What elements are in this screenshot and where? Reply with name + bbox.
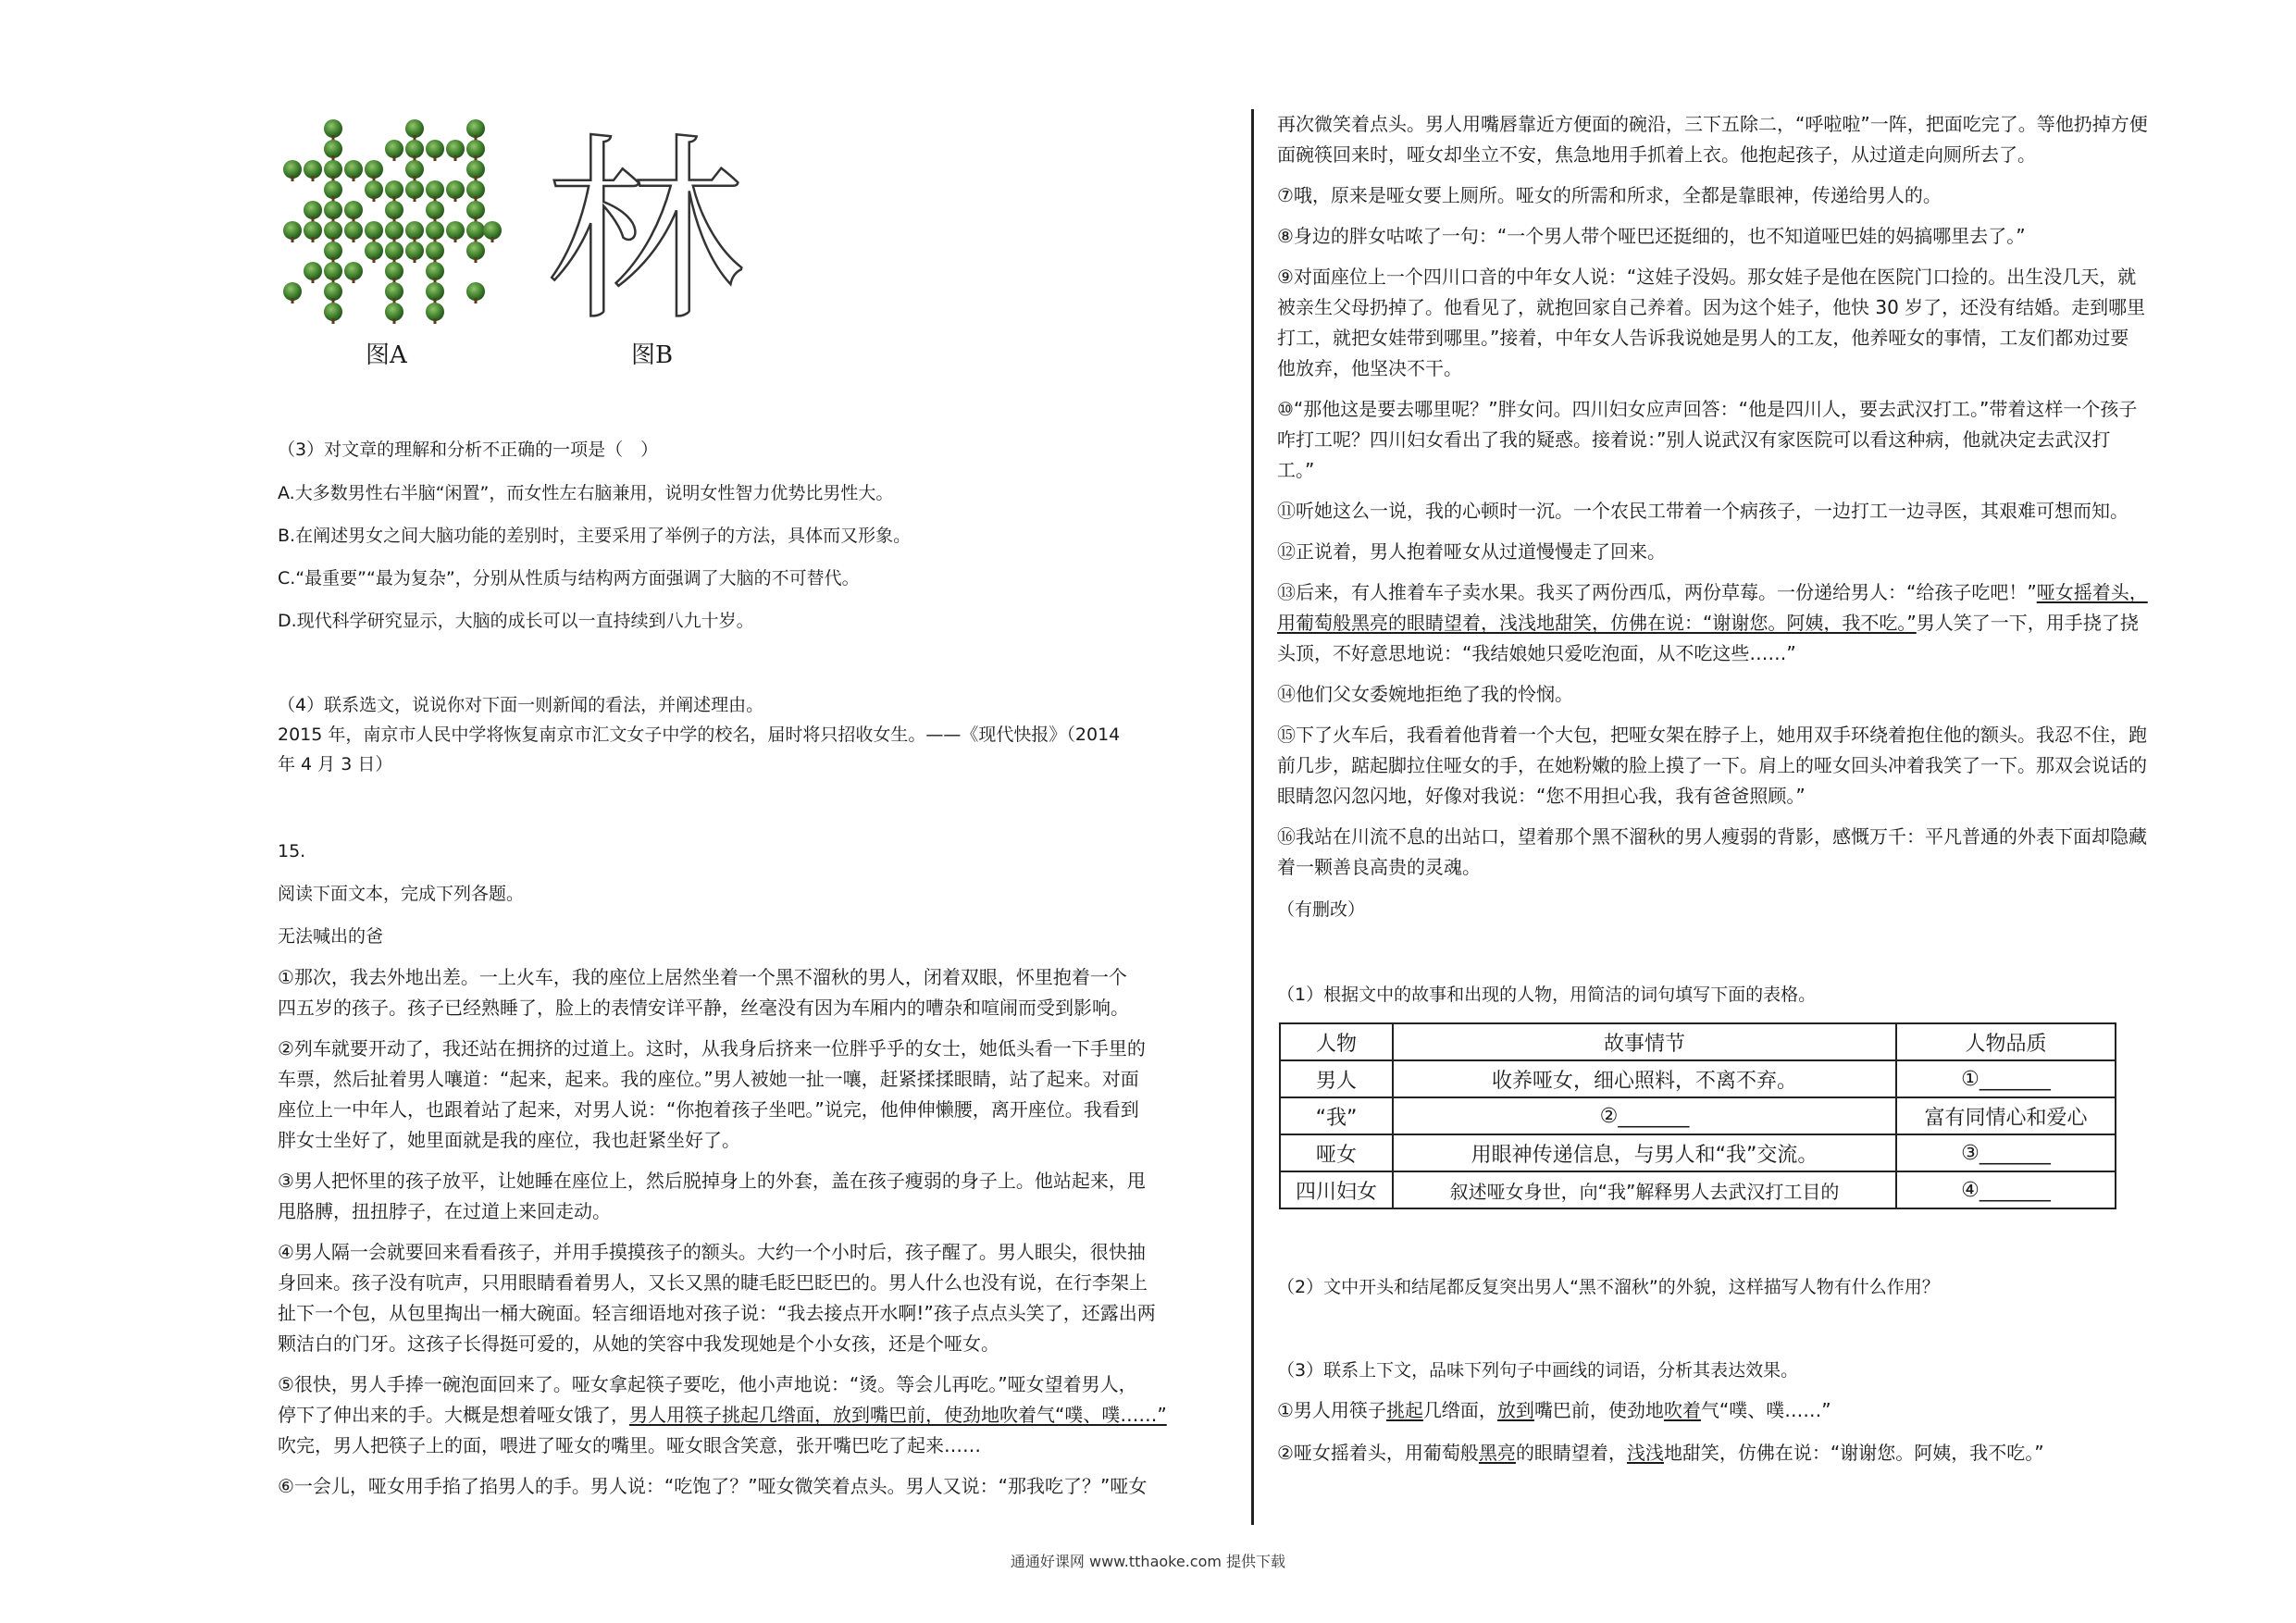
para-5-text: 停下了伸出来的手。大概是想着哑女饿了， <box>278 1404 629 1426</box>
tree-icon <box>405 221 424 242</box>
tree-icon <box>304 160 322 181</box>
underlined-word: 黑亮 <box>1478 1442 1516 1464</box>
tree-icon <box>426 242 444 263</box>
tree-icon <box>405 160 424 181</box>
table-cell: 收养哑女，细心照料，不离不弃。 <box>1393 1060 1896 1097</box>
para-14: ⑭他们父女委婉地拒绝了我的怜悯。 <box>1277 683 1573 705</box>
underlined-word: 吹着 <box>1663 1399 1701 1421</box>
table-row <box>1280 1171 2116 1208</box>
para-10-line-3: 工。” <box>1277 459 1315 481</box>
para-16-line-2: 着一颗善良高贵的灵魂。 <box>1277 856 1481 878</box>
tree-icon <box>466 282 485 304</box>
tree-icon <box>324 242 342 263</box>
q3-option-d: D.现代科学研究显示，大脑的成长可以一直持续到八九十岁。 <box>278 611 754 631</box>
table-row <box>1280 1060 2116 1097</box>
underlined-sentence: 哑女摇着头， <box>2036 581 2148 603</box>
para-3-line-1: ③男人把怀里的孩子放平，让她睡在座位上，然后脱掉身上的外套，盖在孩子瘦弱的身子上。他站起来，甩 <box>278 1170 1146 1192</box>
tree-icon <box>324 221 342 242</box>
para-2-line-4: 胖女士坐好了，她里面就是我的座位，我也赶紧坐好了。 <box>278 1129 740 1151</box>
q4-news-line-1: 2015 年，南京市人民中学将恢复南京市汇文女子中学的校名，届时将只招收女生。——《现代快报》（2014 <box>278 725 1121 745</box>
tree-icon <box>426 180 444 202</box>
tree-icon <box>426 201 444 222</box>
q3-option-b: B.在阐述男女之间大脑功能的差别时，主要采用了举例子的方法，具体而又形象。 <box>278 526 912 546</box>
para-10-line-1: ⑩“那他这是要去哪里呢？”胖女问。四川妇女应声回答：“他是四川人，要去武汉打工。”带着这样一个孩子 <box>1277 398 2138 420</box>
tree-icon <box>385 262 403 283</box>
tree-icon <box>466 221 485 242</box>
para-9-line-4: 他放弃，他坚决不干。 <box>1277 357 1462 379</box>
q4-news-line-2: 年 4 月 3 日） <box>278 754 393 774</box>
para-6-line-2: 再次微笑着点头。男人用嘴唇靠近方便面的碗沿，三下五除二，“呼啦啦”一阵，把面吃完了。等他扔掉方便 <box>1277 113 2148 135</box>
figure-a-tree-character <box>282 116 495 333</box>
character-table <box>1279 1022 2116 1209</box>
para-6-line-3: 面碗筷回来时，哑女却坐立不安，焦急地用手抓着上衣。他抱起孩子，从过道走向厕所去了。 <box>1277 143 2036 166</box>
para-10-line-2: 咋打工呢？四川妇女看出了我的疑惑。接着说：”别人说武汉有家医院可以看这种病，他就决定去武汉打 <box>1277 428 2111 451</box>
tree-icon <box>365 160 383 181</box>
tree-icon <box>426 221 444 242</box>
table-cell: 四川妇女 <box>1280 1171 1393 1208</box>
table-cell: 哑女 <box>1280 1134 1393 1171</box>
q1-stem: （1）根据文中的故事和出现的人物，用简洁的词句填写下面的表格。 <box>1277 985 1817 1005</box>
table-blank[interactable]: ②_______ <box>1393 1097 1896 1134</box>
para-9-line-3: 打工，就把女娃带到哪里。”接着，中年女人告诉我说她是男人的工友，他养哑女的事情，工友们都劝过要 <box>1277 327 2129 349</box>
tree-icon <box>385 242 403 263</box>
q4-stem: （4）联系选文，说说你对下面一则新闻的看法，并阐述理由。 <box>278 695 764 715</box>
tree-icon <box>426 303 444 324</box>
para-6-line-1: ⑥一会儿，哑女用手掐了掐男人的手。男人说：“吃饱了？”哑女微笑着点头。男人又说：“那我吃了？”哑女 <box>278 1475 1148 1497</box>
tree-icon <box>466 201 485 222</box>
para-13-text: 男人笑了一下，用手挠了挠 <box>1916 612 2139 634</box>
tree-icon <box>304 201 322 222</box>
tree-icon <box>283 221 302 242</box>
column-divider <box>1251 109 1254 1525</box>
figure-a-label: 图A <box>366 341 407 369</box>
table-header-row <box>1280 1023 2116 1060</box>
para-2-line-1: ②列车就要开动了，我还站在拥挤的过道上。这时，从我身后挤来一位胖乎乎的女士，她低头看一下手里的 <box>278 1037 1146 1059</box>
para-7: ⑦哦，原来是哑女要上厕所。哑女的所需和所求，全都是靠眼神，传递给男人的。 <box>1277 184 1942 206</box>
table-header: 人物品质 <box>1896 1023 2116 1060</box>
tree-icon <box>426 282 444 304</box>
footer-source: 通通好课网 www.tthaoke.com 提供下载 <box>1010 1553 1286 1570</box>
tree-icon <box>426 140 444 161</box>
table-header: 人物 <box>1280 1023 1393 1060</box>
para-13-line-2 <box>1277 608 2139 638</box>
tree-icon <box>283 160 302 181</box>
para-12: ⑫正说着，男人抱着哑女从过道慢慢走了回来。 <box>1277 540 1666 563</box>
para-5-line-1: ⑤很快，男人手捧一碗泡面回来了。哑女拿起筷子要吃，他小声地说：“烫。等会儿再吃。”哑女望着男人， <box>278 1373 1137 1395</box>
table-row <box>1280 1097 2116 1134</box>
underlined-word: 挑起 <box>1385 1399 1423 1421</box>
para-15-line-3: 眼睛忽闪忽闪地，好像对我说：“您不用担心我，我有爸爸照顾。” <box>1277 785 1806 807</box>
tree-icon <box>405 180 424 202</box>
para-5-line-2 <box>278 1400 1167 1431</box>
tree-icon <box>385 282 403 304</box>
para-16-line-1: ⑯我站在川流不息的出站口，望着那个黑不溜秋的男人瘦弱的背影，感慨万千：平凡普通的外表下面却隐藏 <box>1277 825 2147 848</box>
source-note: （有删改） <box>1277 899 1366 920</box>
para-1-line-2: 四五岁的孩子。孩子已经熟睡了，脸上的表情安详平静，丝毫没有因为车厢内的嘈杂和喧闹而受到影响。 <box>278 997 1129 1019</box>
table-cell: 男人 <box>1280 1060 1393 1097</box>
table-blank[interactable]: ③_______ <box>1896 1134 2116 1171</box>
para-8: ⑧身边的胖女咕哝了一句：“一个男人带个哑巴还挺细的，也不知道哑巴娃的妈搞哪里去了。” <box>1277 225 2026 247</box>
para-1-line-1: ①那次，我去外地出差。一上火车，我的座位上居然坐着一个黑不溜秋的男人，闭着双眼，怀里抱着一个 <box>278 966 1127 988</box>
tree-icon <box>324 140 342 161</box>
tree-icon <box>344 221 363 242</box>
table-blank[interactable]: ④_______ <box>1896 1171 2116 1208</box>
para-2-line-2: 车票，然后扯着男人嚷道：“起来，起来。我的座位。”男人被她一扯一嚷，赶紧揉揉眼睛，站了起来。对面 <box>278 1068 1139 1090</box>
q3-stem: （3）联系上下文，品味下列句子中画线的词语，分析其表达效果。 <box>1277 1360 1799 1381</box>
table-cell: 富有同情心和爱心 <box>1896 1097 2116 1134</box>
tree-icon <box>466 160 485 181</box>
para-4-line-4: 颗洁白的门牙。这孩子长得挺可爱的，从她的笑容中我发现她是个小女孩，还是个哑女。 <box>278 1332 999 1355</box>
table-row <box>1280 1134 2116 1171</box>
sentence-1: ①男人用筷子挑起几绺面，放到嘴巴前，使劲地吹着气“噗、噗……” <box>1277 1399 1831 1421</box>
tree-icon <box>385 221 403 242</box>
q3-option-a: A.大多数男性右半脑“闲置”，而女性左右脑兼用，说明女性智力优势比男性大。 <box>278 483 894 503</box>
para-13-line-3: 头顶，不好意思地说：“我结娘她只爱吃泡面，从不吃这些……” <box>1277 642 1796 664</box>
table-header: 故事情节 <box>1393 1023 1896 1060</box>
tree-icon <box>304 221 322 242</box>
figure-b-outline-character <box>545 116 745 348</box>
para-11: ⑪听她这么一说，我的心顿时一沉。一个农民工带着一个病孩子，一边打工一边寻医，其艰难可想而知。 <box>1277 500 2128 522</box>
tree-icon <box>365 180 383 202</box>
tree-icon <box>446 140 465 161</box>
tree-icon <box>324 180 342 202</box>
figure-b-label: 图B <box>631 341 674 369</box>
para-15-line-2: 前几步，踮起脚拉住哑女的手，在她粉嫩的脸上摸了一下。肩上的哑女回头冲着我笑了一下。那双会说话的 <box>1277 754 2147 776</box>
tree-icon <box>405 242 424 263</box>
tree-icon <box>324 201 342 222</box>
tree-icon <box>324 262 342 283</box>
para-4-line-3: 扯下一个包，从包里掏出一桶大碗面。轻言细语地对孩子说：“我去接点开水啊!”孩子点点头笑了，还露出两 <box>278 1302 1156 1324</box>
q3-stem: （3）对文章的理解和分析不正确的一项是（ ） <box>278 440 659 460</box>
q3-option-c: C.“最重要”“最为复杂”，分别从性质与结构两方面强调了大脑的不可替代。 <box>278 568 860 588</box>
tree-icon <box>324 303 342 324</box>
tree-icon <box>344 201 363 222</box>
table-cell: 叙述哑女身世，向“我”解释男人去武汉打工目的 <box>1393 1171 1896 1208</box>
tree-icon <box>466 119 485 141</box>
q2-stem: （2）文中开头和结尾都反复突出男人“黑不溜秋”的外貌，这样描写人物有什么作用？ <box>1277 1277 1940 1297</box>
table-cell: 用眼神传递信息，与男人和“我”交流。 <box>1393 1134 1896 1171</box>
tree-icon <box>446 221 465 242</box>
underlined-sentence: 用葡萄般黑亮的眼睛望着，浅浅地甜笑，仿佛在说：“谢谢您。阿姨，我不吃。” <box>1277 612 1917 634</box>
tree-icon <box>385 201 403 222</box>
instruction: 阅读下面文本，完成下列各题。 <box>278 884 525 904</box>
tree-icon <box>426 262 444 283</box>
tree-icon <box>324 282 342 304</box>
tree-icon <box>324 119 342 141</box>
passage-title: 无法喊出的爸 <box>278 926 384 947</box>
para-13-text: ⑬后来，有人推着车子卖水果。我买了两份西瓜，两份草莓。一份递给男人：“给孩子吃吧！” <box>1277 581 2037 603</box>
tree-icon <box>344 160 363 181</box>
tree-icon <box>466 140 485 161</box>
para-15-line-1: ⑮下了火车后，我看着他背着一个大包，把哑女架在脖子上，她用双手环绕着抱住他的额头。我忍不住，跑 <box>1277 724 2147 746</box>
question-number: 15. <box>278 841 306 861</box>
tree-icon <box>385 140 403 161</box>
tree-icon <box>365 242 383 263</box>
para-13-line-1 <box>1277 577 2148 608</box>
para-9-line-2: 被亲生父母扔掉了。他看见了，就抱回家自己养着。因为这个娃子，他快 30 岁了，还没有结婚。走到哪里 <box>1277 296 2146 318</box>
tree-icon <box>466 242 485 263</box>
tree-icon <box>283 282 302 304</box>
underlined-sentence: 男人用筷子挑起几绺面，放到嘴巴前，使劲地吹着气“噗、噗……” <box>629 1404 1167 1426</box>
underlined-word: 浅浅 <box>1626 1442 1664 1464</box>
para-4-line-1: ④男人隔一会就要回来看看孩子，并用手摸摸孩子的额头。大约一个小时后，孩子醒了。男人眼尖，很快抽 <box>278 1241 1146 1263</box>
para-5-line-3: 吹完，男人把筷子上的面，喂进了哑女的嘴里。哑女眼含笑意，张开嘴巴吃了起来…… <box>278 1434 981 1456</box>
tree-icon <box>324 160 342 181</box>
para-3-line-2: 甩胳膊，扭扭脖子，在过道上来回走动。 <box>278 1200 611 1222</box>
table-blank[interactable]: ①_______ <box>1896 1060 2116 1097</box>
tree-icon <box>405 140 424 161</box>
tree-icon <box>304 262 322 283</box>
underlined-word: 放到 <box>1496 1399 1534 1421</box>
tree-icon <box>344 262 363 283</box>
para-4-line-2: 身回来。孩子没有吭声，只用眼睛看着男人，又长又黑的睫毛眨巴眨巴的。男人什么也没有说，在行李架上 <box>278 1271 1148 1294</box>
sentence-2: ②哑女摇着头，用葡萄般黑亮的眼睛望着，浅浅地甜笑，仿佛在说：“谢谢您。阿姨，我不吃。” <box>1277 1442 2044 1464</box>
para-9-line-1: ⑨对面座位上一个四川口音的中年女人说：“这娃子没妈。那女娃子是他在医院门口捡的。出生没几天，就 <box>1277 266 2137 288</box>
tree-icon <box>385 303 403 324</box>
tree-icon <box>385 180 403 202</box>
figure-b-char: 林 <box>545 116 745 348</box>
tree-icon <box>466 180 485 202</box>
tree-icon <box>483 221 502 242</box>
table-cell: “我” <box>1280 1097 1393 1134</box>
para-2-line-3: 座位上一中年人，也跟着站了起来，对男人说：“你抱着孩子坐吧。”说完，他伸伸懒腰，离开座位。我看到 <box>278 1098 1139 1121</box>
tree-icon <box>405 119 424 141</box>
tree-icon <box>446 180 465 202</box>
tree-icon <box>365 221 383 242</box>
